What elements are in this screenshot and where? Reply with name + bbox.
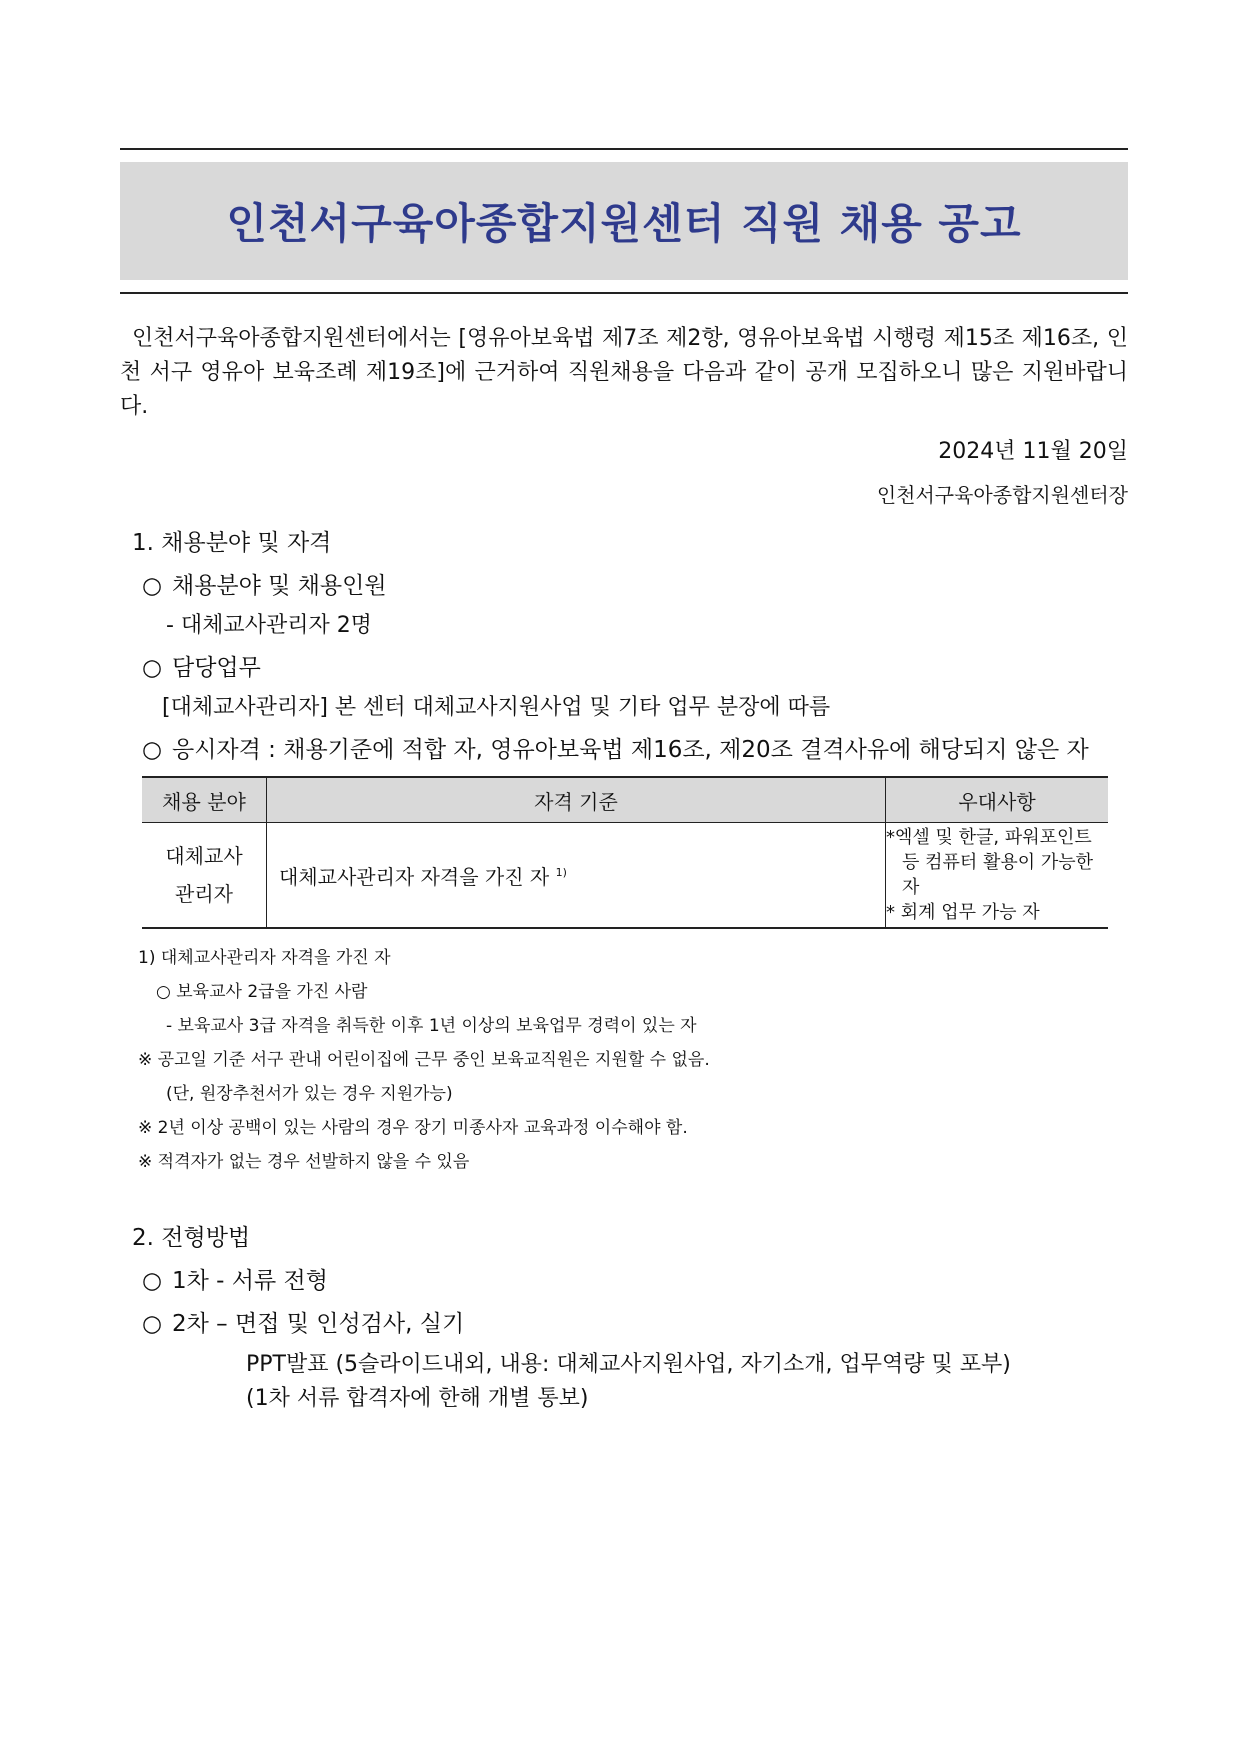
stage1-label: 1차 - 서류 전형 [172,1268,328,1294]
criteria-cell [267,823,886,929]
pref-line2: 등 컴퓨터 활용이 가능한 자 [902,852,1094,898]
section1-heading: 1. 채용분야 및 자격 [132,530,332,556]
footnote-line: ※ 2년 이상 공백이 있는 사람의 경우 장기 미종사자 교육과정 이수해야 함. [138,1118,688,1138]
document-title: 인천서구육아종합지원센터 직원 채용 공고 [226,199,1022,248]
section2-item2 [120,1305,1128,1338]
ppt-presentation-line [120,1348,1128,1416]
footnote-line: ※ 적격자가 없는 경우 선발하지 않을 수 있음 [138,1152,470,1172]
notice-text: (1차 서류 합격자에 한해 개별 통보) [246,1386,589,1411]
field-line1: 대체교사 [165,844,243,868]
ppt-text: PPT발표 (5슬라이드내외, 내용: 대체교사지원사업, 자기소개, 업무역량 및 포부) [246,1352,1011,1377]
stage2-label: 2차 – 면접 및 인성검사, 실기 [172,1311,465,1337]
signer: 인천서구육아종합지원센터장 [876,483,1128,507]
criteria-text: 대체교사관리자 자격을 가진 자 [279,864,550,889]
item2-label: 담당업무 [172,655,261,681]
field-cell [142,823,267,929]
item1-sub: - 대체교사관리자 2명 [166,613,372,638]
field-line2: 관리자 [175,882,233,906]
document-page [120,148,1128,1416]
item3-label: 응시자격 : 채용기준에 적합 자, 영유아보육법 제16조, 제20조 결격사유에 해당되지 않은 자 [172,737,1089,763]
section1-item1 [120,567,1128,600]
footnote-line: (단, 원장추천서가 있는 경우 지원가능) [166,1084,453,1104]
section1-item3 [120,731,1128,764]
table-header-preference: 우대사항 [886,777,1109,823]
intro-paragraph: 인천서구육아종합지원센터에서는 [영유아보육법 제7조 제2항, 영유아보육법 시행령 제15조 제16조, 인천 서구 영유아 보육조례 제19조]에 근거하여 직원채용을 다음과 같이 공개 모집하오니 많은 지원바랍니다. [120,326,1128,419]
criteria-footnote-ref: 1) [555,865,567,879]
preference-cell [886,823,1109,929]
table-header-criteria: 자격 기준 [267,777,886,823]
footnote-line: ※ 공고일 기준 서구 관내 어린이집에 근무 중인 보육교직원은 지원할 수 없음. [138,1050,710,1070]
section1-item2 [120,649,1128,682]
circle-bullet-icon: ○ [142,737,163,763]
top-rule [120,148,1128,150]
table-header-row [142,777,1108,823]
item2-sub: [대체교사관리자] 본 센터 대체교사지원사업 및 기타 업무 분장에 따름 [162,695,831,720]
footnote-line: 1) 대체교사관리자 자격을 가진 자 [138,948,391,968]
footnotes [120,941,1128,1179]
item1-label: 채용분야 및 채용인원 [172,573,387,599]
pref-line1: *엑셀 및 한글, 파워포인트 [886,827,1092,848]
circle-bullet-icon: ○ [142,1311,163,1337]
footnote-line: ○ 보육교사 2급을 가진 사람 [156,982,368,1002]
circle-bullet-icon: ○ [142,655,163,681]
table-row [142,823,1108,929]
pref-line3: * 회계 업무 가능 자 [886,902,1040,923]
circle-bullet-icon: ○ [142,573,163,599]
qualification-table [142,776,1108,929]
section2-item1 [120,1262,1128,1295]
title-box [120,162,1128,280]
circle-bullet-icon: ○ [142,1268,163,1294]
footnote-line: - 보육교사 3급 자격을 취득한 이후 1년 이상의 보육업무 경력이 있는 자 [166,1016,697,1036]
table-header-field: 채용 분야 [142,777,267,823]
title-bottom-rule [120,292,1128,294]
announcement-date: 2024년 11월 20일 [938,439,1128,464]
section2-heading: 2. 전형방법 [132,1225,251,1251]
